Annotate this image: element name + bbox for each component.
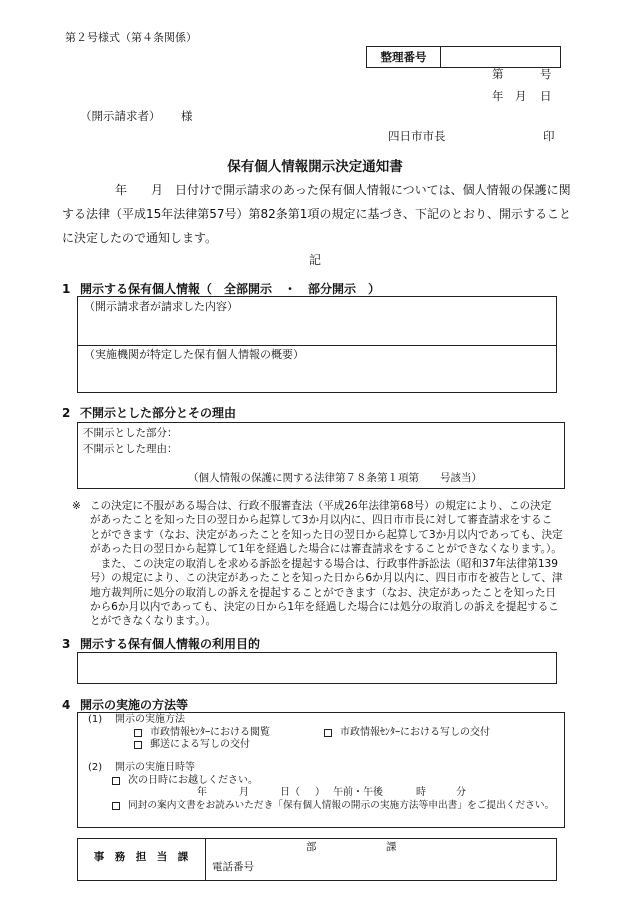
seal-mark: 印 (543, 129, 555, 143)
option-mail-copy: 郵送による写しの交付 (150, 739, 250, 750)
intro-line: 年 月 日付けで開示請求のあった保有個人情報については、個人情報の保護に関 (115, 183, 571, 197)
recipient-label: （開示請求者） (80, 109, 161, 123)
section4-title: 開示の実施の方法等 (80, 698, 189, 712)
section2-title: 不開示とした部分とその理由 (80, 406, 237, 420)
note-line: とができなくなります。）。 (90, 615, 217, 627)
note-line: また、この決定の取消しを求める訴訟を提起する場合は、行政事件訴訟法（昭和37年法律第139 (90, 558, 559, 570)
checkbox-viewing[interactable] (134, 729, 142, 737)
undisclosed-reason-label: 不開示とした理由： (83, 443, 178, 455)
schedule-hour: 時 (416, 787, 426, 798)
schedule-day: 日（ (280, 787, 300, 798)
note-line: 地方裁判所に処分の取消しの訴えを提起することができます（なお、決定があったことを知った日 (90, 587, 557, 599)
section1-divider (78, 345, 556, 346)
schedule-month: 月 (239, 787, 249, 798)
option-copy-delivery: 市政情報ｾﾝﾀｰにおける写しの交付 (340, 727, 490, 738)
schedule-day-close: ） (315, 787, 325, 798)
requested-content-label: （開示請求者が請求した内容） (84, 300, 238, 313)
section3-title: 開示する保有個人情報の利用目的 (80, 637, 261, 651)
option-viewing: 市政情報ｾﾝﾀｰにおける閲覧 (150, 727, 270, 738)
recipient-honorific: 様 (181, 109, 193, 123)
method-number: (1) (88, 714, 103, 725)
note-line: この決定に不服がある場合は、行政不服審査法（平成26年法律第68号）の規定により、この決定 (90, 500, 552, 512)
schedule-year: 年 (197, 787, 207, 798)
checkbox-request-form[interactable] (112, 802, 120, 810)
contact-divider (205, 839, 206, 880)
contact-phone-label: 電話番号 (212, 861, 254, 873)
checkbox-mail-copy[interactable] (134, 741, 142, 749)
section3-number: 3 (62, 637, 71, 651)
intro-line: に決定したので通知します。 (62, 231, 218, 245)
contact-division: 課 (386, 841, 397, 853)
checkbox-visit[interactable] (112, 777, 120, 785)
number-suffix: 号 (540, 67, 552, 81)
note-line: があったことを知った日の翌日から起算して3か月以内に、四日市市長に対して審査請求をするこ (90, 514, 553, 526)
note-line: とができます（なお、決定があったことを知った日の翌日から起算して3か月以内であっても、決定 (90, 529, 563, 541)
legal-basis: （個人情報の保護に関する法律第７８条第１項第 号該当） (188, 472, 482, 484)
option-request-form: 同封の案内文書をお読みいただき「保有個人情報の開示の実施方法等申出書」をご提出ください。 (128, 800, 555, 811)
number-prefix: 第 (492, 67, 504, 81)
section2-number: 2 (62, 406, 71, 420)
note-line: 号）の規定により、この決定があったことを知った日から6か月以内に、四日市市を被告として、津 (90, 572, 563, 584)
schedule-minute: 分 (456, 787, 466, 798)
schedule-number: (2) (88, 762, 103, 773)
section3-box (77, 652, 557, 684)
section1-number: 1 (62, 282, 71, 296)
sender-name: 四日市市長 (388, 129, 446, 143)
ki-mark: 記 (309, 253, 322, 267)
date-month: 月 (515, 89, 527, 103)
contact-label: 事 務 担 当 課 (93, 851, 189, 863)
reference-number-box (366, 46, 561, 68)
identified-info-label: （実施機関が特定した保有個人情報の概要） (84, 348, 304, 361)
date-year: 年 (492, 89, 504, 103)
section1-title: 開示する保有個人情報（ 全部開示 ・ 部分開示 ） (80, 282, 381, 296)
schedule-ampm: 午前・午後 (333, 787, 383, 798)
form-number: 第２号様式（第４条関係） (65, 31, 197, 44)
reference-number-label: 整理番号 (367, 47, 441, 67)
checkbox-copy-delivery[interactable] (324, 729, 332, 737)
document-title: 保有個人情報開示決定通知書 (227, 159, 403, 175)
option-visit: 次の日時にお越しください。 (128, 775, 258, 786)
note-line: があった日の翌日から起算して1年を経過した場合には審査請求をすることができなくなります。）。 (90, 543, 562, 555)
note-line: から6か月以内であっても、決定の日から1年を経過した場合には処分の取消しの訴えを提起するこ (90, 601, 559, 613)
contact-department: 部 (306, 841, 317, 853)
reference-number-field[interactable] (441, 47, 560, 67)
intro-line: する法律（平成15年法律第57号）第82条第1項の規定に基づき、下記のとおり、開示すること (62, 207, 571, 221)
undisclosed-part-label: 不開示とした部分： (83, 427, 178, 439)
section4-number: 4 (62, 698, 71, 712)
method-label: 開示の実施方法 (115, 714, 185, 725)
note-mark: ※ (72, 500, 81, 512)
date-day: 日 (540, 89, 552, 103)
schedule-label: 開示の実施日時等 (115, 762, 195, 773)
